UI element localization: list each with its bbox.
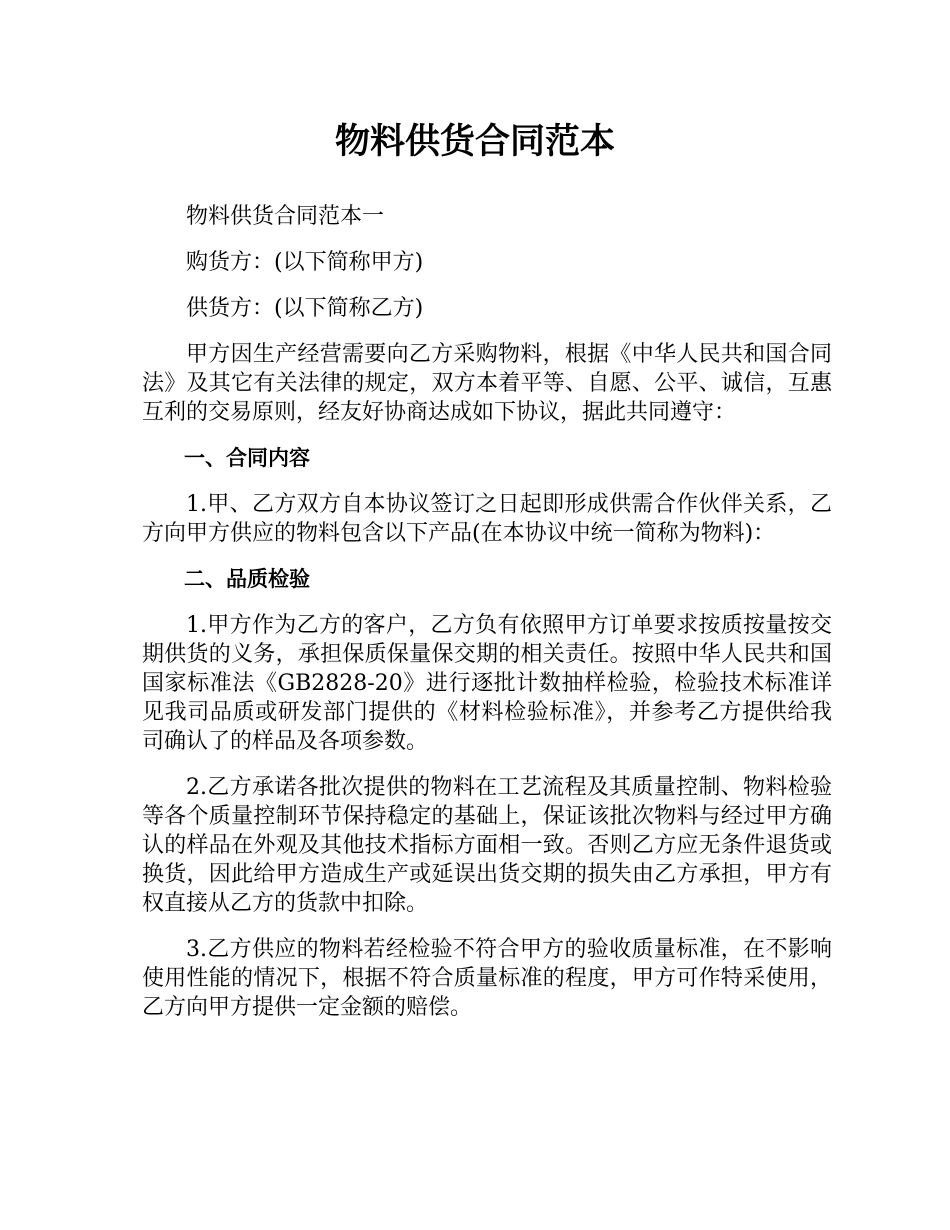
paragraph-buyer: 购货方：(以下简称甲方) — [186, 250, 424, 275]
section-heading-contract-content: 一、合同内容 — [184, 446, 310, 470]
paragraph-clause-1-1: 1.甲、乙方双方自本协议签订之日起即形成供需合作伙伴关系，乙方向甲方供应的物料包含以下产品(在本协议中统一简称为物料)： — [142, 492, 832, 546]
paragraph-supplier: 供货方：(以下简称乙方) — [186, 296, 424, 321]
document-body — [142, 202, 832, 1039]
paragraph-preamble: 甲方因生产经营需要向乙方采购物料，根据《中华人民共和国合同法》及其它有关法律的规定，双方本着平等、自愿、公平、诚信，互惠互利的交易原则，经友好协商达成如下协议，据此共同遵守： — [142, 342, 832, 425]
document-title: 物料供货合同范本 — [334, 122, 615, 162]
paragraph-clause-2-2: 2.乙方承诺各批次提供的物料在工艺流程及其质量控制、物料检验等各个质量控制环节保持稳定的基础上，保证该批次物料与经过甲方确认的样品在外观及其他技术指标方面相一致。否则乙方应无条件退货或换货，因此给甲方造成生产或延误出货交期的损失由乙方承担，甲方有权直接从乙方的货款中扣除。 — [142, 775, 832, 916]
paragraph-contract-subtitle: 物料供货合同范本一 — [186, 204, 385, 229]
paragraph-clause-2-3: 3.乙方供应的物料若经检验不符合甲方的验收质量标准，在不影响使用性能的情况下，根据不符合质量标准的程度，甲方可作特采使用，乙方向甲方提供一定金额的赔偿。 — [142, 937, 832, 1020]
section-heading-quality-inspection: 二、品质检验 — [184, 567, 310, 591]
paragraph-clause-2-1: 1.甲方作为乙方的客户，乙方负有依照甲方订单要求按质按量按交期供货的义务，承担保质保量保交期的相关责任。按照中华人民共和国国家标准法《GB2828-20》进行逐批计数抽样检验，检验技术标准详见我司品质或研发部门提供的《材料检验标准》，并参考乙方提供给我司确认了的样品及各项参数。 — [142, 613, 832, 754]
